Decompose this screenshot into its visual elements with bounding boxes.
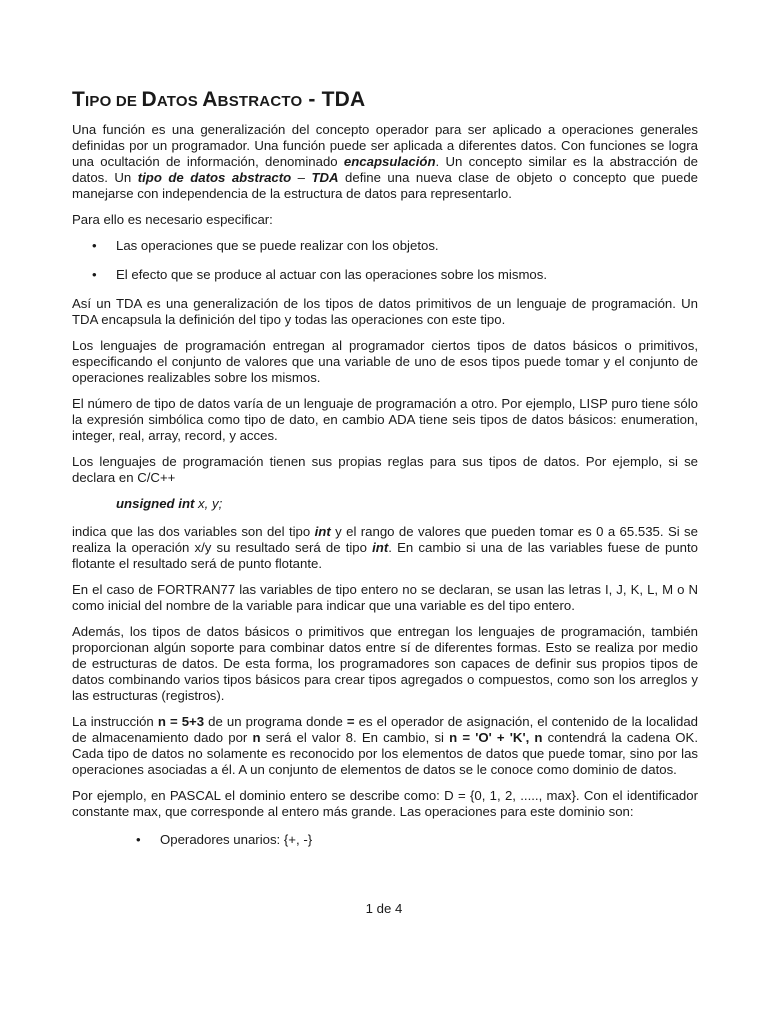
title-cap-t: T [72,88,86,111]
paragraph-especificar: Para ello es necesario especificar: [72,212,273,227]
code-n: n [252,730,261,745]
term-tipo-datos-abstracto: tipo de datos abstracto [137,170,292,185]
paragraph-instruccion [72,714,698,778]
text-run: . En cambio si una de las variables fuese de punto flotante el resultado será de punto flotante. [72,540,698,571]
list-item [72,832,698,848]
list-item-text: Operadores unarios: {+, -} [160,832,313,847]
title-smallcaps-1: IPO DE [85,93,142,110]
paragraph-tda-generalizacion: Así un TDA es una generalización de los tipos de datos primitivos de un lenguaje de programación. Un TDA encapsula la definición del tipo y todas las operaciones con este tipo. [72,296,698,327]
list-item-text: El efecto que se produce al actuar con las operaciones sobre los mismos. [116,267,548,282]
bullet-icon: • [92,238,97,253]
text-run: . Un concepto similar es la abstracción de datos. Un [72,154,698,185]
text-run: La instrucción [72,714,158,729]
text-run: indica que las dos variables son del tipo [72,524,315,539]
title-tda: - TDA [302,88,366,111]
page-content [72,88,698,848]
text-run: – [291,170,312,185]
term-int: int [372,540,389,555]
list-item-text: Las operaciones que se puede realizar con los objetos. [116,238,439,253]
term-tda: TDA [311,170,339,185]
bullet-icon: • [92,267,97,282]
paragraph-reglas: Los lenguajes de programación tienen sus propias reglas para sus tipos de datos. Por ejemplo, si se declara en C/C++ [72,454,698,485]
code-equals: = [346,714,355,729]
text-run: y el rango de valores que pueden tomar es 0 a 65.535. Si se realiza la operación x/y su resultado será de tipo [72,524,698,555]
term-int: int [314,524,331,539]
bullet-list-operadores [72,832,698,848]
paragraph-numero-tipos: El número de tipo de datos varía de un lenguaje de programación a otro. Por ejemplo, LISP puro tiene sólo la expresión simbólica como tipo de dato, en cambio ADA tiene seis tipos de datos básicos: enumeration, integer, real, array, record, y acces. [72,396,698,443]
code-example [72,496,698,512]
title-cap-a: A [202,88,218,111]
paragraph-pascal: Por ejemplo, en PASCAL el dominio entero se describe como: D = {0, 1, 2, ....., max}. Con el identificador constante max, que corresponde al entero más grande. Las operaciones para este dominio son: [72,788,698,819]
code-vars: x, y; [194,496,223,511]
bullet-icon: • [136,832,141,847]
text-run: define una nueva clase de objeto o concepto que puede manejarse con independencia de la estructura de datos para representarlo. [72,170,698,201]
page-title [72,88,698,114]
page-number: 1 de 4 [365,901,403,916]
bullet-list-operaciones [72,238,698,283]
paragraph-tipos-basicos: Los lenguajes de programación entregan al programador ciertos tipos de datos básicos o primitivos, especificando el conjunto de valores que una variable de uno de esos tipos puede tomar y el conjunto de operaciones realizables sobre los mismos. [72,338,698,385]
list-item [72,267,698,283]
text-run: de un programa donde [204,714,347,729]
code-n-ok: n = 'O' + 'K', n [449,730,543,745]
paragraph-intro [72,122,698,202]
title-cap-d: D [141,88,157,111]
title-smallcaps-2: ATOS [156,93,203,110]
text-run: será el valor 8. En cambio, si [260,730,450,745]
paragraph-int-rango [72,524,698,572]
code-n-5-3: n = 5+3 [157,714,205,729]
text-run: contendrá la cadena OK. Cada tipo de datos no solamente es reconocido por los elementos de datos que puede tomar, sino por las operaciones asociadas a él. A un conjunto de elementos de datos se le conoce como dominio de datos. [72,730,699,777]
code-keyword: unsigned int [116,496,195,511]
paragraph-estructuras: Además, los tipos de datos básicos o primitivos que entregan los lenguajes de programación, también proporcionan algún soporte para combinar datos entre sí de diferentes formas. Esto se realiza por medio de estructuras de datos. De esta forma, los programadores son capaces de definir sus propios tipos de datos combinando varios tipos básicos para crear tipos agregados o compuestos, como son los arreglos y las estructuras (registros). [72,624,698,703]
text-run: es el operador de asignación, el contenido de la localidad de almacenamiento dado por [72,714,698,745]
paragraph-fortran: En el caso de FORTRAN77 las variables de tipo entero no se declaran, se usan las letras I, J, K, L, M o N como inicial del nombre de la variable para indicar que una variable es del tipo entero. [72,582,698,613]
list-item [72,238,698,254]
text-run: Una función es una generalización del concepto operador para ser aplicado a operaciones generales definidas por un programador. Una función puede ser aplicada a diferentes datos. Con funciones se logra una ocultación de información, denominado [72,122,698,169]
term-encapsulacion: encapsulación [343,154,436,169]
title-smallcaps-3: BSTRACTO [217,93,303,110]
